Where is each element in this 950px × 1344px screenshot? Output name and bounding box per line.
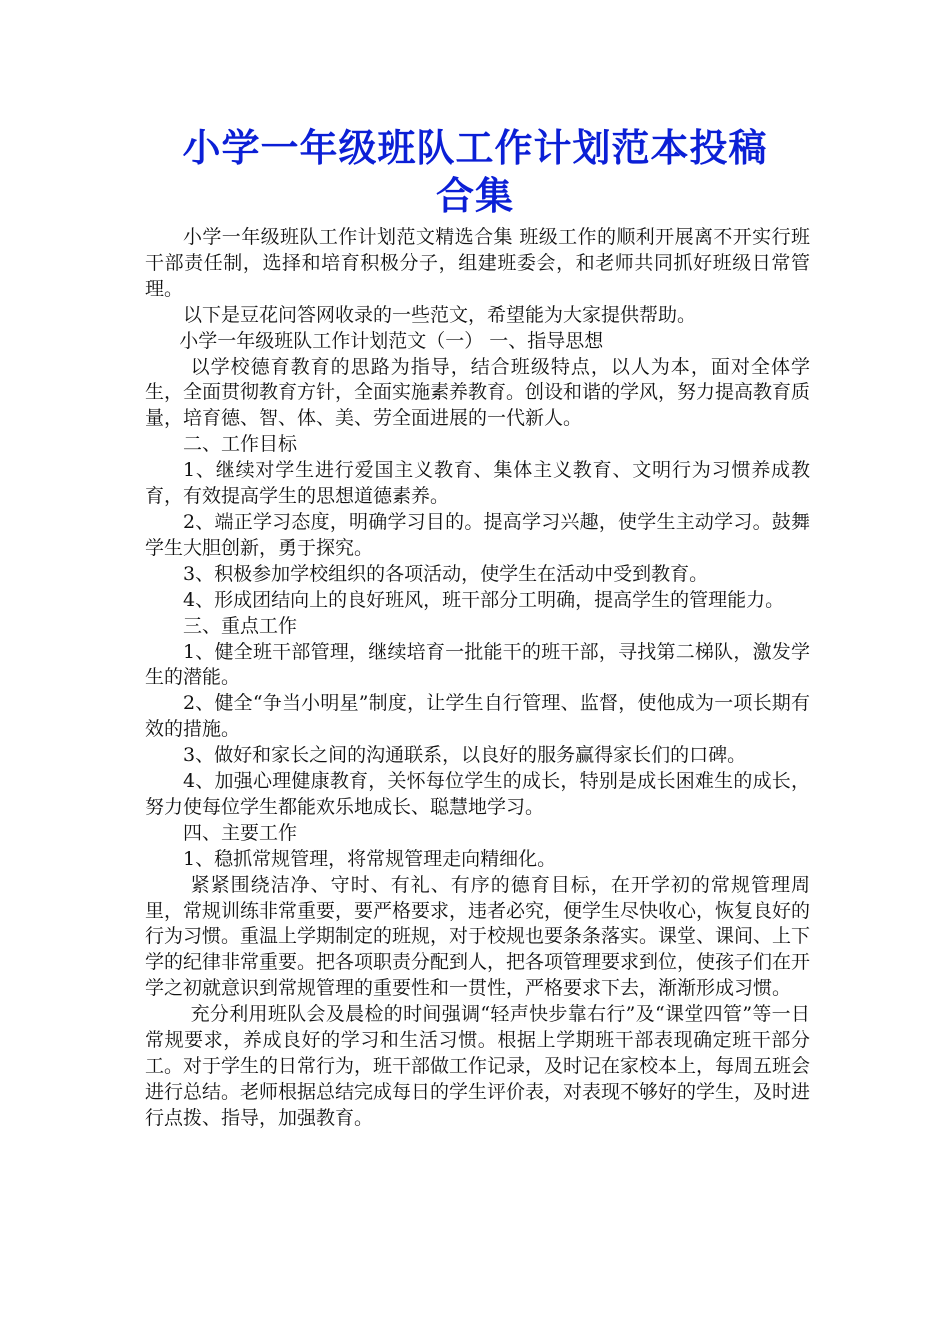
main-work-item-1: 1、稳抓常规管理，将常规管理走向精细化。 [183, 847, 557, 870]
title-line-1: 小学一年级班队工作计划范本投稿 [182, 125, 768, 170]
guiding-ideology-paragraph: 以学校德育教育的思路为指导，结合班级特点，以人为本，面对全体学生，全面贯彻教育方针，全面实施素养教育。创设和谐的学风，努力提高教育质量，培育德、智、体、美、劳全面进展的一代新人。 [145, 355, 811, 430]
section-heading-work-goals: 二、工作目标 [183, 433, 298, 456]
section-heading-main-work: 四、主要工作 [183, 821, 298, 844]
intro-paragraph: 小学一年级班队工作计划范文精选合集 班级工作的顺利开展离不开实行班干部责任制，选择和培育积极分子，组建班委会，和老师共同抓好班级日常管理。 [145, 226, 810, 300]
document-title [120, 124, 830, 220]
section-heading-guiding-ideology: 小学一年级班队工作计划范文（一） 一、指导思想 [179, 329, 604, 352]
key-work-item-3: 3、做好和家长之间的沟通联系，以良好的服务赢得家长们的口碑。 [183, 744, 747, 767]
title-line-2: 合集 [435, 173, 514, 218]
key-work-item-2: 2、健全“争当小明星”制度，让学生自行管理、监督，使他成为一项长期有效的措施。 [145, 692, 810, 741]
goal-item-3: 3、积极参加学校组织的各项活动，使学生在活动中受到教育。 [183, 562, 709, 585]
routine-management-paragraph: 紧紧围绕洁净、守时、有礼、有序的德育目标，在开学初的常规管理周里，常规训练非常重要，要严格要求，违者必究，便学生尽快收心，恢复良好的行为习惯。重温上学期制定的班规，对于校规也要条条落实。课堂、课间、上下学的纪律非常重要。把各项职责分配到人，把各项管理要求到位，使孩子们在开学之初就意识到常规管理的重要性和一贯性，严格要求下去，渐渐形成习惯。 [145, 873, 811, 1000]
goal-item-2: 2、端正学习态度，明确学习目的。提高学习兴趣，使学生主动学习。鼓舞学生大胆创新，勇于探究。 [145, 510, 810, 559]
intro-note-paragraph: 以下是豆花问答网收录的一些范文，希望能为大家提供帮助。 [183, 303, 697, 326]
document-body [145, 225, 810, 1132]
goal-item-1: 1、继续对学生进行爱国主义教育、集体主义教育、文明行为习惯养成教育，有效提高学生的思想道德素养。 [145, 459, 810, 508]
class-meeting-paragraph: 充分利用班队会及晨检的时间强调“轻声快步靠右行”及“课堂四管”等一日常规要求，养成良好的学习和生活习惯。根据上学期班干部表现确定班干部分工。对于学生的日常行为，班干部做工作记录，及时记在家校本上，每周五班会进行总结。老师根据总结完成每日的学生评价表，对表现不够好的学生，及时进行点拨、指导，加强教育。 [145, 1003, 811, 1129]
key-work-item-4: 4、加强心理健康教育，关怀每位学生的成长，特别是成长困难生的成长，努力使每位学生都能欢乐地成长、聪慧地学习。 [145, 770, 810, 818]
key-work-item-1: 1、健全班干部管理，继续培育一批能干的班干部，寻找第二梯队，激发学生的潜能。 [145, 640, 810, 689]
goal-item-4: 4、形成团结向上的良好班风，班干部分工明确，提高学生的管理能力。 [183, 588, 785, 611]
section-heading-key-work: 三、重点工作 [183, 614, 298, 637]
